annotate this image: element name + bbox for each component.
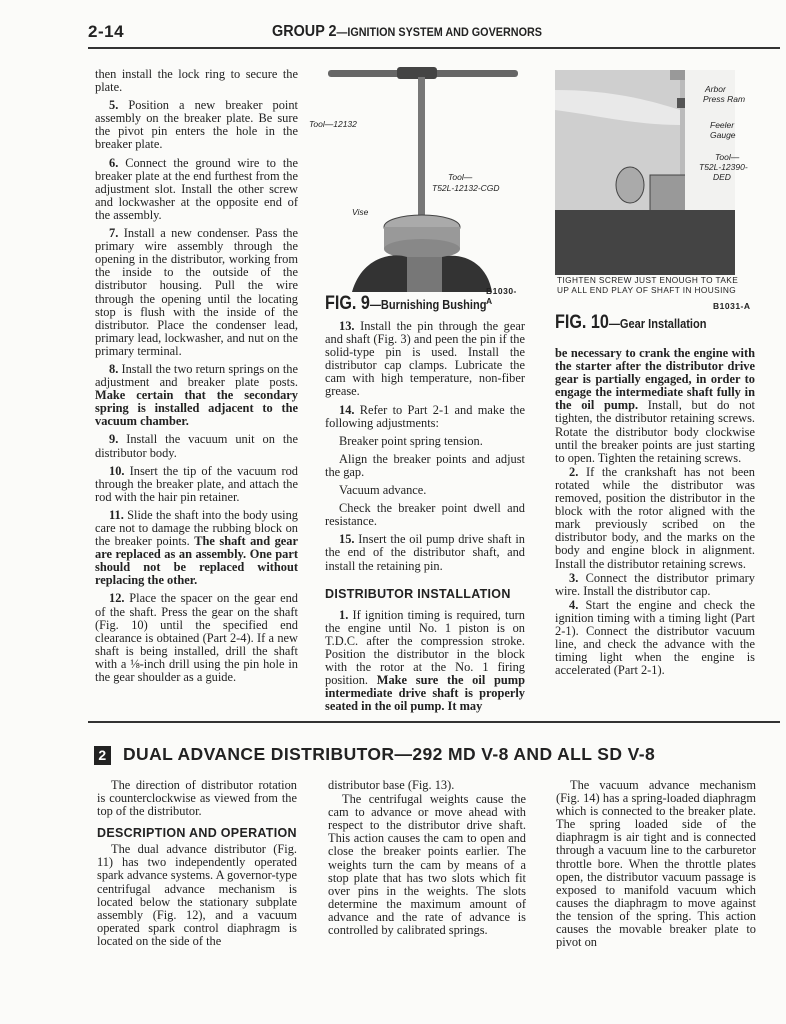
figure-10-photo (555, 70, 770, 311)
figure-9-code: B1030-A (486, 286, 517, 306)
text: Install a new condenser. Pass the primary wire assembly through the opening in the distributor, working from the inside to the outside of the distributor housing. Pull the wire through the opening until the locating stop is flush with the inside of the distributor. Place the condenser lead, primary lead, lockwasher, and nut on the primary terminal. (95, 226, 298, 358)
paragraph (95, 99, 298, 151)
callout-tool-cgd-line1: Tool— (448, 172, 473, 182)
callout-gauge: Gauge (710, 130, 736, 140)
paragraph (95, 363, 298, 428)
callout-press-ram: Press Ram (703, 94, 746, 104)
column-1 (95, 68, 298, 689)
bold-text: 2. (569, 464, 579, 479)
paragraph (556, 779, 756, 949)
callout-vise: Vise (352, 207, 369, 217)
figure-10-caption (555, 312, 706, 334)
text: Install the pin through the gear and shaft (Fig. 3) and peen the pin if the solid-type pin is used. Install the distributor cap clamps. Lubricate the cam with high temperature, non-fiber grease. (325, 319, 525, 399)
bold-text: 10. (109, 463, 125, 478)
description-operation-heading: DESCRIPTION AND OPERATION (97, 826, 297, 841)
callout-tool-cgd-line2: T52L-12132-CGD (432, 183, 500, 193)
paragraph (325, 404, 525, 430)
figure-10-code: B1031-A (713, 301, 751, 311)
bold-text: 12. (109, 591, 125, 606)
paragraph (325, 484, 525, 497)
text: The direction of distributor rotation is counterclockwise as viewed from the top of the distributor. (97, 778, 297, 819)
callout-tool-suffix: DED (713, 172, 731, 182)
text: Check the breaker point dwell and resistance. (325, 501, 525, 529)
text: Install the vacuum unit on the distributor body. (95, 432, 298, 460)
page-header-title (272, 23, 542, 41)
bold-text: 7. (109, 226, 119, 241)
bold-text: 9. (109, 432, 119, 447)
paragraph (95, 592, 298, 684)
callout-tool-number: T52L-12390- (699, 162, 748, 172)
paragraph (325, 502, 525, 528)
bold-text: 8. (109, 361, 119, 376)
paragraph (95, 433, 298, 459)
col2b-paragraphs (325, 609, 525, 714)
lower-column-3 (556, 779, 756, 954)
column-2 (325, 320, 525, 718)
bold-text: 1. (339, 607, 349, 622)
column-3 (555, 347, 755, 678)
text: Refer to Part 2-1 and make the following adjustments: (325, 402, 525, 430)
paragraph (95, 157, 298, 222)
paragraph (95, 68, 298, 94)
text: Insert the oil pump drive shaft in the end of the distributor shaft, and install the retaining pin. (325, 532, 525, 573)
low3-paragraphs (556, 779, 756, 949)
col2-paragraphs (325, 320, 525, 573)
paragraph (555, 466, 755, 571)
paragraph (325, 453, 525, 479)
section-number-badge: 2 (94, 746, 111, 765)
paragraph (555, 599, 755, 678)
bold-text: 11. (109, 507, 124, 522)
paragraph (328, 779, 526, 792)
paragraph (555, 572, 755, 598)
paragraph (97, 779, 297, 818)
text: The dual advance distributor (Fig. 11) has two independently operated spark advance systems. A governor-type centrifugal advance mechanism is located below the stationary subplate assembly (Fig. 12), and a vacuum operated spark control diaphragm is located on the side of the (97, 842, 297, 948)
text: Position a new breaker point assembly on the breaker plate. Be sure the pivot pin enters the hole in the breaker plate. (95, 98, 298, 152)
text: Insert the tip of the vacuum rod through the breaker plate, and attach the rod with the hair pin retainer. (95, 463, 298, 504)
figure-9-caption (325, 293, 487, 315)
text: Start the engine and check the ignition timing with a timing light (Part 2-1). Connect the distributor vacuum line, and check the advance with the timing light when the engine is accelerated (Part 2-1). (555, 597, 755, 678)
text: Vacuum advance. (339, 483, 427, 498)
low1-paragraphs (97, 779, 297, 818)
text: Place the spacer on the gear end of the shaft. Press the gear on the shaft (Fig. 10) until the specified end clearance is obtained (Part 2-4). If a new shaft is being installed, drill the shaft with a ⅛-inch drill using the pin hole in the gear shoulder as a guide. (95, 591, 298, 685)
lower-column-2 (328, 779, 526, 938)
burnishing-tool-illustration (322, 62, 522, 292)
section-heading (94, 744, 655, 765)
col3-paragraphs (555, 347, 755, 677)
bold-text: The shaft and gear are replaced as an assembly. One part should not be replaced without replacing the other. (95, 534, 298, 588)
bold-text: Make certain that the secondary spring is installed adjacent to the vacuum chamber. (95, 388, 298, 429)
figure-9-title: —Burnishing Bushing (369, 297, 487, 312)
paragraph (325, 533, 525, 572)
group-label: GROUP 2 (272, 23, 337, 40)
header-rule (88, 47, 780, 49)
bold-text: Make sure the oil pump intermediate drive shaft is properly seated in the oil pump. It may (325, 673, 525, 714)
callout-tool: Tool— (715, 152, 740, 162)
figure-10-note: TIGHTEN SCREW JUST ENOUGH TO TAKE UP ALL END PLAY OF SHAFT IN HOUSING (557, 275, 739, 295)
text: Slide the shaft into the body using care not to damage the rubbing block on the breaker points. (95, 507, 298, 549)
figure-10-label: FIG. 10 (555, 312, 609, 333)
distributor-installation-heading: DISTRIBUTOR INSTALLATION (325, 586, 511, 601)
paragraph (95, 227, 298, 358)
callout-feeler: Feeler (710, 120, 735, 130)
group-title: —IGNITION SYSTEM AND GOVERNORS (336, 25, 542, 39)
bold-text: be necessary to crank the engine with the starter after the distributor drive gear is partially engaged, in order to engage the intermediate shaft fully in the oil pump. (555, 346, 755, 413)
low1b-paragraphs (97, 843, 297, 948)
callout-tool-12132: Tool—12132 (309, 119, 357, 129)
text: then install the lock ring to secure the plate. (95, 67, 298, 95)
text: If ignition timing is required, turn the engine until No. 1 piston is on T.D.C. after the compression stroke. Position the distributor in the block with the rotor at the No. 1 firing position. (325, 607, 525, 688)
low2-paragraphs (328, 779, 526, 937)
paragraph (555, 347, 755, 465)
paragraph (325, 609, 525, 714)
paragraph (325, 435, 525, 448)
text: Connect the ground wire to the breaker plate at the end furthest from the adjustment slot. Install the other screw and lockwasher at the opposite end of the assembly. (95, 155, 298, 222)
paragraph (95, 509, 298, 588)
text: Align the breaker points and adjust the gap. (325, 451, 525, 479)
bold-text: 3. (569, 570, 579, 585)
bold-text: 4. (569, 597, 579, 612)
text: Breaker point spring tension. (339, 433, 483, 448)
text: The centrifugal weights cause the cam to advance or move ahead with respect to the distributor drive shaft. This action causes the cam to open and close the breaker points earlier. The weights turn the cam by means of a stop plate that has two slots which fit over pins in the weights. The slots determine the maximum amount of advance and the rate of advance is controlled by calibrated springs. (328, 792, 526, 938)
page-number: 2-14 (88, 22, 125, 41)
bold-text: 5. (109, 98, 119, 113)
bold-text: 14. (339, 402, 355, 417)
paragraph (328, 793, 526, 937)
text: distributor base (Fig. 13). (328, 778, 455, 792)
col1-paragraphs (95, 68, 298, 684)
bold-text: 6. (109, 155, 119, 170)
text: The vacuum advance mechanism (Fig. 14) has a spring-loaded diaphragm which is connected to the breaker plate. The spring loaded side of the diaphragm is air tight and is connected through a vacuum line to the carburetor throttle bore. When the throttle plates open, the distributor vacuum passage is exposed to manifold vacuum which causes the diaphragm to move against the tension of the spring. This action causes the movable breaker plate to pivot on (556, 778, 756, 950)
section-title: DUAL ADVANCE DISTRIBUTOR—292 MD V-8 AND ALL SD V-8 (123, 744, 656, 764)
text: Install the two return springs on the adjustment and breaker plate posts. (95, 361, 298, 390)
callout-arbor: Arbor (705, 84, 726, 94)
paragraph (325, 320, 525, 399)
section-rule (88, 721, 780, 723)
figure-9-label: FIG. 9 (325, 293, 370, 314)
lower-column-1 (97, 779, 297, 953)
bold-text: 15. (339, 532, 355, 547)
text: Connect the distributor primary wire. Install the distributor cap. (555, 570, 755, 598)
paragraph (97, 843, 297, 948)
paragraph (95, 465, 298, 504)
bold-text: 13. (339, 319, 355, 333)
figure-10-title: —Gear Installation (608, 316, 707, 331)
text: If the crankshaft has not been rotated while the distributor was removed, position the distributor in the block with the rotor aligned with the mark previously scribed on the distributor body, and the marks on the body and engine block in alignment. Install the distributor retaining screws. (555, 464, 755, 571)
text: Install, but do not tighten, the distributor retaining screws. Rotate the distributor body clockwise until the breaker points are just starting to open. Tighten the retaining screws. (555, 398, 755, 465)
